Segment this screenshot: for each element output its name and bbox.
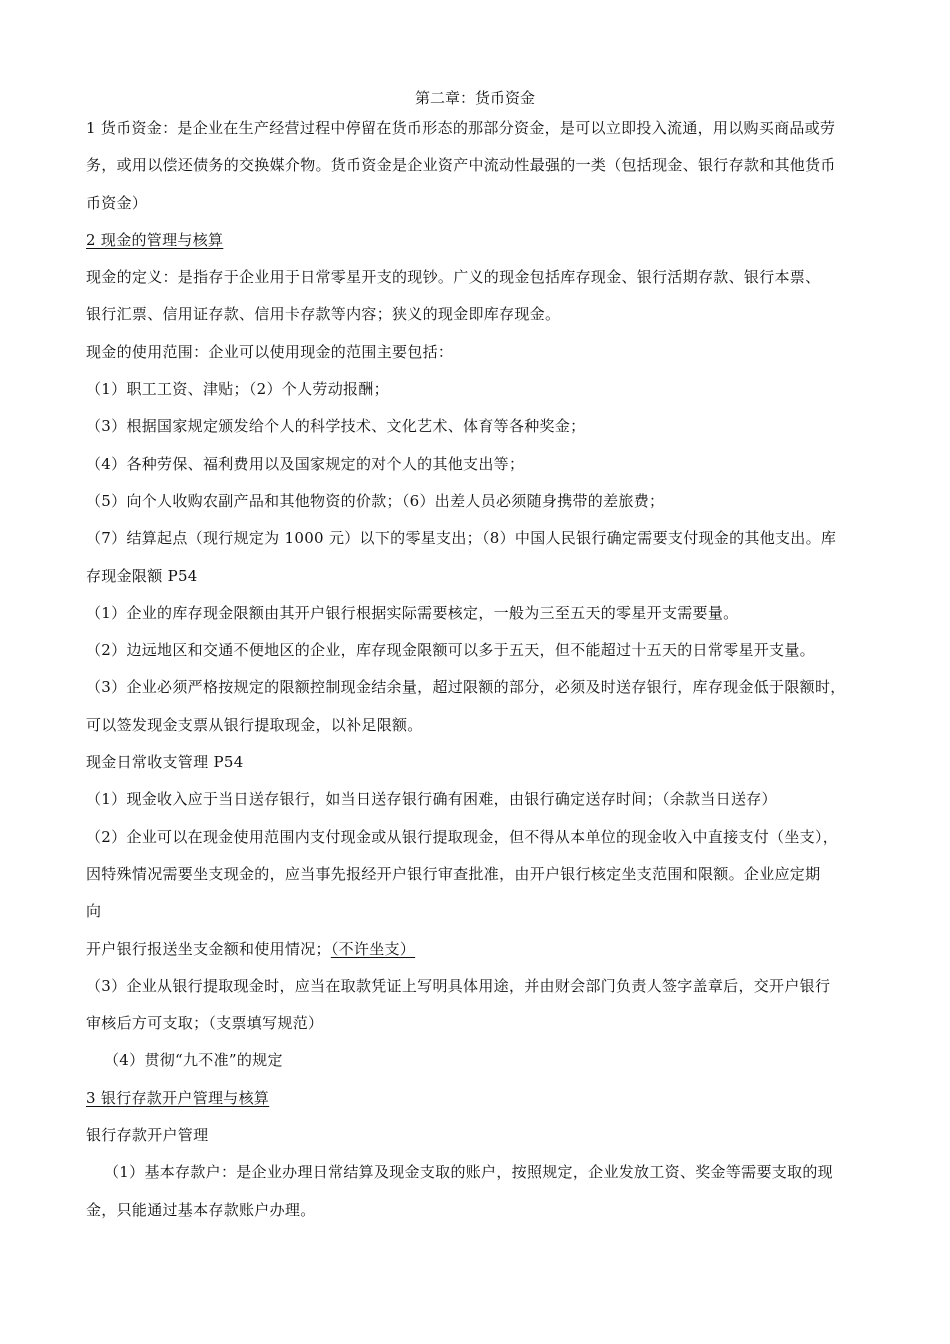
text-line — [86, 750, 916, 787]
chapter-title: 第二章：货币资金 — [414, 89, 535, 107]
line-text: 银行汇票、信用证存款、信用卡存款等内容；狭义的现金即库存现金。 — [86, 305, 561, 324]
text-line — [86, 1048, 916, 1085]
line-text: （1）基本存款户：是企业办理日常结算及现金支取的账户，按照规定，企业发放工资、奖金等需要支取的现 — [104, 1163, 833, 1182]
text-line — [86, 153, 916, 190]
line-text: 现金日常收支管理 P54 — [86, 753, 244, 772]
line-text: （2）边远地区和交通不便地区的企业，库存现金限额可以多于五天，但不能超过十五天的日常零星开支量。 — [86, 641, 815, 660]
text-line — [86, 526, 916, 563]
text-line — [86, 452, 916, 489]
text-line — [86, 787, 916, 824]
text-line — [86, 228, 916, 265]
text-line — [86, 601, 916, 638]
text-line — [86, 1160, 916, 1197]
line-text: 金，只能通过基本存款账户办理。 — [86, 1200, 316, 1219]
text-line — [86, 340, 916, 377]
text-line — [86, 489, 916, 526]
line-text: 可以签发现金支票从银行提取现金，以补足限额。 — [86, 715, 423, 734]
text-line — [86, 564, 916, 601]
text-line — [86, 191, 916, 228]
line-text: 审核后方可支取；（支票填写规范） — [86, 1014, 324, 1033]
text-line — [86, 825, 916, 862]
line-text: 现金的定义：是指存于企业用于日常零星开支的现钞。广义的现金包括库存现金、银行活期存款、银行本票、 — [86, 268, 821, 287]
text-line — [86, 265, 916, 302]
line-text: （1）职工工资、津贴；（2）个人劳动报酬； — [86, 380, 389, 399]
line-text: 向 — [86, 902, 102, 921]
line-text: （3）企业必须严格按规定的限额控制现金结余量，超过限额的部分，必须及时送存银行，库存现金低于限额时， — [86, 678, 846, 697]
text-line — [86, 937, 916, 974]
line-text: （4）各种劳保、福利费用以及国家规定的对个人的其他支出等； — [86, 454, 525, 473]
line-text: 因特殊情况需要坐支现金的，应当事先报经开户银行审查批准，由开户银行核定坐支范围和限额。企业应定期 — [86, 864, 821, 883]
line-text: 3 银行存款开户管理与核算 — [86, 1088, 270, 1107]
text-line — [86, 377, 916, 414]
text-line — [86, 1086, 916, 1123]
line-text: 1 货币资金：是企业在生产经营过程中停留在货币形态的那部分资金，是可以立即投入流通，用以购买商品或劳 — [86, 119, 836, 137]
line-text: （1）现金收入应于当日送存银行，如当日送存银行确有困难，由银行确定送存时间；（余款当日送存） — [86, 790, 777, 809]
document-body — [86, 116, 916, 1235]
line-text: （7）结算起点（现行规定为 1000 元）以下的零星支出；（8）中国人民银行确定需要支付现金的其他支出。库 — [86, 529, 837, 548]
text-line — [86, 713, 916, 750]
text-line — [86, 1123, 916, 1160]
text-line — [86, 116, 916, 153]
text-line — [86, 974, 916, 1011]
line-text: （3）企业从银行提取现金时，应当在取款凭证上写明具体用途，并由财会部门负责人签字盖章后，交开户银行 — [86, 976, 831, 995]
line-text: 开户银行报送坐支金额和使用情况； — [86, 939, 331, 958]
underlined-note: （不许坐支） — [330, 939, 416, 958]
line-text: （5）向个人收购农副产品和其他物资的价款；（6）出差人员必须随身携带的差旅费； — [86, 491, 665, 510]
text-line — [86, 675, 916, 712]
text-line — [86, 1198, 916, 1235]
line-text: （1）企业的库存现金限额由其开户银行根据实际需要核定，一般为三至五天的零星开支需要量。 — [86, 603, 739, 622]
text-line — [86, 638, 916, 675]
line-text: 现金的使用范围：企业可以使用现金的范围主要包括： — [86, 342, 454, 361]
line-text: （2）企业可以在现金使用范围内支付现金或从银行提取现金，但不得从本单位的现金收入中直接支付（坐支）， — [86, 827, 839, 846]
text-line — [86, 899, 916, 936]
text-line — [86, 302, 916, 339]
line-text: 存现金限额 P54 — [86, 566, 198, 585]
line-text: 2 现金的管理与核算 — [86, 230, 224, 249]
line-text: 银行存款开户管理 — [86, 1126, 209, 1145]
line-text: 币资金） — [86, 193, 148, 212]
line-text: （3）根据国家规定颁发给个人的科学技术、文化艺术、体育等各种奖金； — [86, 417, 586, 436]
line-text: 务，或用以偿还债务的交换媒介物。货币资金是企业资产中流动性最强的一类（包括现金、银行存款和其他货币 — [86, 156, 836, 175]
line-text: （4）贯彻“九不准”的规定 — [104, 1051, 283, 1070]
text-line — [86, 862, 916, 899]
text-line — [86, 1011, 916, 1048]
text-line — [86, 414, 916, 451]
